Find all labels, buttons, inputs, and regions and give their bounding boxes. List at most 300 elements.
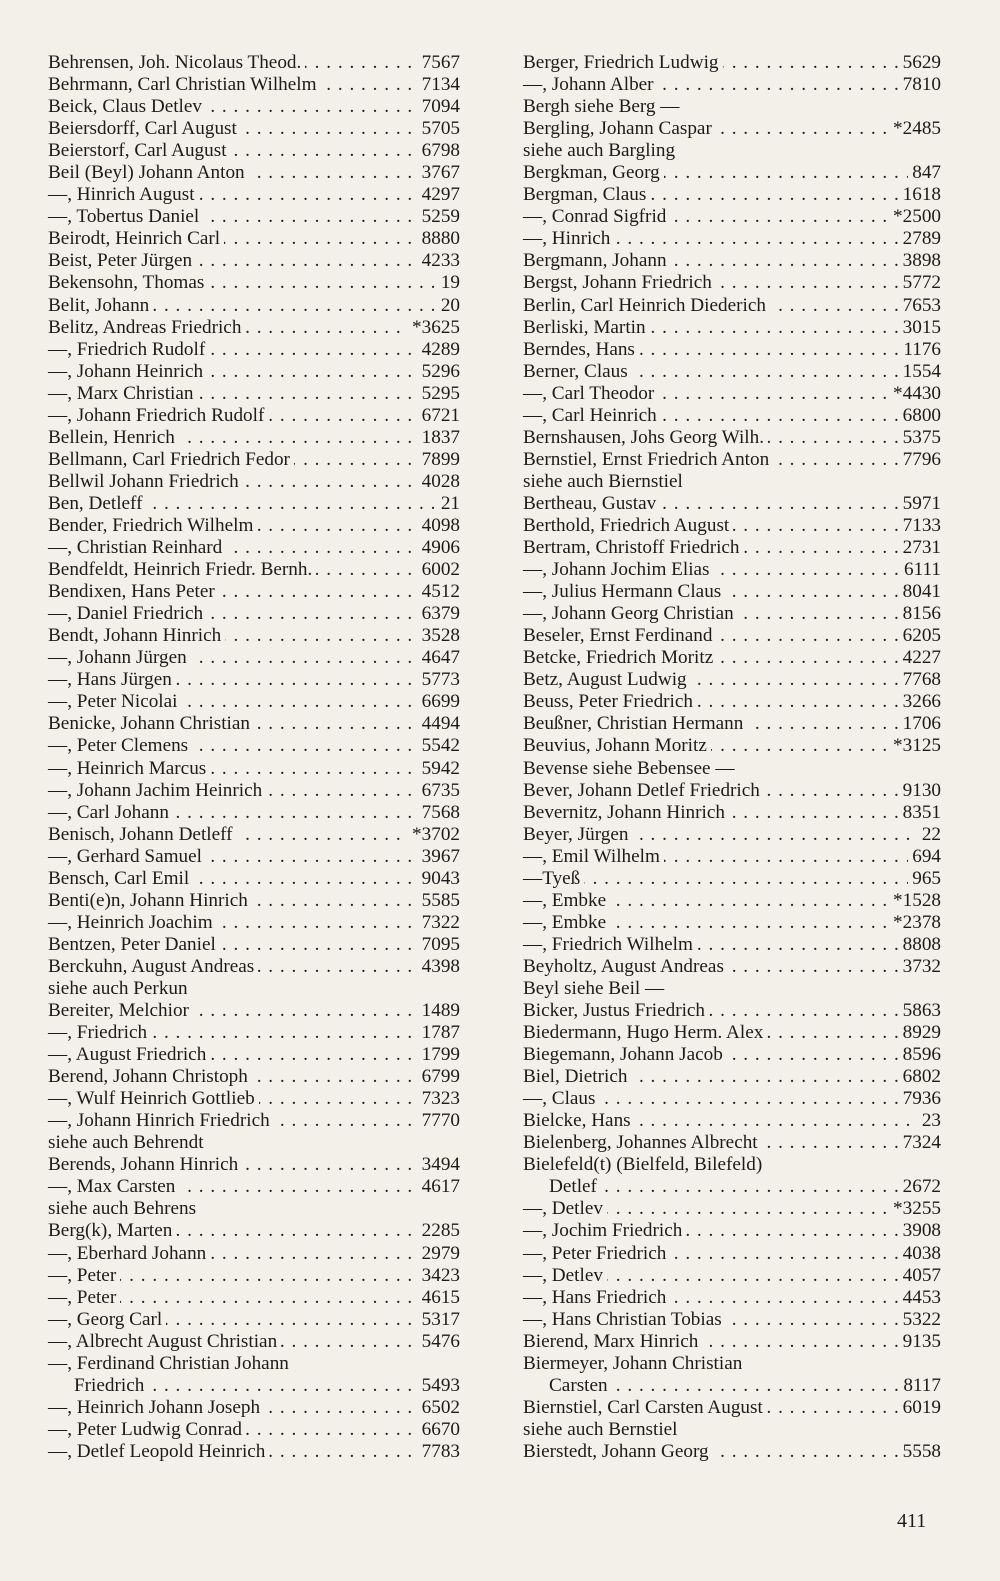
entry-number: *3125 bbox=[889, 735, 941, 757]
entry-name: —, Peter Ludwig Conrad bbox=[48, 1419, 246, 1440]
entry-name: —, Heinrich Marcus bbox=[48, 758, 210, 779]
index-entry bbox=[48, 118, 460, 140]
index-entry bbox=[48, 515, 460, 537]
entry-number: 7094 bbox=[418, 96, 460, 118]
index-entry bbox=[523, 1022, 941, 1044]
entry-number: 4906 bbox=[418, 537, 460, 559]
entry-name: Bierend, Marx Hinrich bbox=[523, 1331, 702, 1352]
entry-number: 20 bbox=[437, 295, 460, 317]
entry-name: —, Hans Friedrich bbox=[523, 1287, 670, 1308]
entry-number: 8929 bbox=[899, 1022, 941, 1044]
entry-number: 2789 bbox=[899, 228, 941, 250]
entry-number: 5705 bbox=[418, 118, 460, 140]
entry-number: 3423 bbox=[418, 1265, 460, 1287]
index-entry bbox=[523, 140, 941, 162]
entry-number: 7810 bbox=[899, 74, 941, 96]
entry-number: 7567 bbox=[418, 52, 460, 74]
index-entry bbox=[523, 647, 941, 669]
index-entry bbox=[48, 1397, 460, 1419]
entry-number: 8351 bbox=[899, 802, 941, 824]
entry-name: —, Friedrich Wilhelm bbox=[523, 934, 697, 955]
index-entry bbox=[48, 1331, 460, 1353]
index-entry bbox=[523, 118, 941, 140]
entry-number: 7322 bbox=[418, 912, 460, 934]
index-entry bbox=[523, 625, 941, 647]
entry-name: Detlef bbox=[523, 1176, 601, 1197]
entry-number: 8808 bbox=[899, 934, 941, 956]
entry-name: —, Friedrich bbox=[48, 1022, 151, 1043]
index-entry bbox=[523, 1397, 941, 1419]
index-entry bbox=[523, 1088, 941, 1110]
index-entry bbox=[48, 934, 460, 956]
entry-name: Bertram, Christoff Friedrich bbox=[523, 537, 744, 558]
entry-number: 3967 bbox=[418, 846, 460, 868]
entry-name: Bever, Johann Detlef Friedrich bbox=[523, 780, 764, 801]
entry-name: siehe auch Biernstiel bbox=[523, 471, 687, 492]
index-entry bbox=[48, 868, 460, 890]
entry-number: 5558 bbox=[899, 1441, 941, 1463]
entry-number: 7653 bbox=[899, 295, 941, 317]
entry-name: —, Wulf Heinrich Gottlieb bbox=[48, 1088, 259, 1109]
index-entry bbox=[523, 713, 941, 735]
entry-number: 5863 bbox=[899, 1000, 941, 1022]
entry-name: Betcke, Friedrich Moritz bbox=[523, 647, 717, 668]
entry-name: siehe auch Behrens bbox=[48, 1198, 200, 1219]
index-entry bbox=[523, 868, 941, 890]
index-entry bbox=[48, 758, 460, 780]
entry-number: 2979 bbox=[418, 1243, 460, 1265]
entry-number: 1787 bbox=[418, 1022, 460, 1044]
index-entry bbox=[48, 1287, 460, 1309]
index-entry bbox=[48, 691, 460, 713]
entry-name: Bielcke, Hans bbox=[523, 1110, 635, 1131]
entry-number: 7134 bbox=[418, 74, 460, 96]
entry-number: 1176 bbox=[899, 339, 941, 361]
entry-name: Beiersdorff, Carl August bbox=[48, 118, 241, 139]
entry-number: 847 bbox=[908, 162, 941, 184]
entry-number: 6721 bbox=[418, 405, 460, 427]
entry-name: Bergh siehe Berg — bbox=[523, 96, 684, 117]
entry-name: Beierstorf, Carl August bbox=[48, 140, 231, 161]
index-entry bbox=[523, 934, 941, 956]
entry-name: Ben, Detleff bbox=[48, 493, 147, 514]
index-entry bbox=[48, 956, 460, 978]
index-entry bbox=[523, 1265, 941, 1287]
entry-name: Bertheau, Gustav bbox=[523, 493, 660, 514]
entry-name: Bellwil Johann Friedrich bbox=[48, 471, 243, 492]
entry-number: 4398 bbox=[418, 956, 460, 978]
entry-name: —, Johann Hinrich Friedrich bbox=[48, 1110, 274, 1131]
entry-name: Bierstedt, Johann Georg bbox=[523, 1441, 713, 1462]
entry-number: 4453 bbox=[899, 1287, 941, 1309]
index-entry bbox=[48, 1198, 460, 1220]
entry-name: —, Tobertus Daniel bbox=[48, 206, 203, 227]
index-entry bbox=[48, 96, 460, 118]
index-entry bbox=[523, 846, 941, 868]
entry-name: Berg(k), Marten bbox=[48, 1220, 176, 1241]
entry-name: Benti(e)n, Johann Hinrich bbox=[48, 890, 252, 911]
entry-number: 2672 bbox=[899, 1176, 941, 1198]
index-entry bbox=[523, 669, 941, 691]
index-entry bbox=[48, 1022, 460, 1044]
index-entry bbox=[48, 1220, 460, 1242]
entry-number: 7770 bbox=[418, 1110, 460, 1132]
entry-name: Beil (Beyl) Johann Anton bbox=[48, 162, 249, 183]
index-entry bbox=[523, 802, 941, 824]
entry-name: Bergst, Johann Friedrich bbox=[523, 272, 716, 293]
index-entry bbox=[523, 890, 941, 912]
entry-number: 5259 bbox=[418, 206, 460, 228]
entry-name: Berndes, Hans bbox=[523, 339, 639, 360]
index-entry bbox=[523, 1441, 941, 1463]
index-entry bbox=[48, 1066, 460, 1088]
entry-number: *3702 bbox=[408, 824, 460, 846]
entry-number: 5773 bbox=[418, 669, 460, 691]
entry-number: 4512 bbox=[418, 581, 460, 603]
entry-number: 1837 bbox=[418, 427, 460, 449]
index-entry bbox=[523, 1220, 941, 1242]
entry-number: 1489 bbox=[418, 1000, 460, 1022]
entry-number: 8041 bbox=[899, 581, 941, 603]
index-entry bbox=[48, 1309, 460, 1331]
entry-number: 6205 bbox=[899, 625, 941, 647]
entry-number: 5493 bbox=[418, 1375, 460, 1397]
entry-number: 7768 bbox=[899, 669, 941, 691]
entry-number: 1799 bbox=[418, 1044, 460, 1066]
index-entry bbox=[48, 52, 460, 74]
entry-name: —, Peter Friedrich bbox=[523, 1243, 670, 1264]
entry-number: 19 bbox=[437, 272, 460, 294]
index-entry bbox=[48, 1419, 460, 1441]
entry-name: Bielefeld(t) (Bielfeld, Bilefeld) bbox=[523, 1154, 766, 1175]
entry-number: 22 bbox=[918, 824, 941, 846]
index-entry bbox=[523, 978, 941, 1000]
entry-name: —, Hinrich August bbox=[48, 184, 199, 205]
index-entry bbox=[523, 1132, 941, 1154]
entry-name: Bereiter, Melchior bbox=[48, 1000, 193, 1021]
entry-name: —, Hans Christian Tobias bbox=[523, 1309, 726, 1330]
entry-number: 7936 bbox=[899, 1088, 941, 1110]
entry-name: Bergling, Johann Caspar bbox=[523, 118, 716, 139]
entry-name: —, Conrad Sigfrid bbox=[523, 206, 670, 227]
entry-name: Biegemann, Johann Jacob bbox=[523, 1044, 727, 1065]
index-entry bbox=[48, 427, 460, 449]
index-entry bbox=[48, 1176, 460, 1198]
index-entry bbox=[523, 1331, 941, 1353]
entry-number: 4028 bbox=[418, 471, 460, 493]
entry-name: siehe auch Bernstiel bbox=[523, 1419, 682, 1440]
index-entry bbox=[48, 1044, 460, 1066]
entry-name: —, Detlev bbox=[523, 1198, 607, 1219]
entry-name: Benisch, Johann Detleff bbox=[48, 824, 237, 845]
entry-number: 1618 bbox=[899, 184, 941, 206]
entry-name: —, Detlef Leopold Heinrich bbox=[48, 1441, 269, 1462]
entry-name: —, Julius Hermann Claus bbox=[523, 581, 725, 602]
index-entry bbox=[523, 1044, 941, 1066]
index-entry bbox=[523, 427, 941, 449]
index-entry bbox=[523, 1000, 941, 1022]
entry-name: —, Embke bbox=[523, 890, 610, 911]
entry-name: Bekensohn, Thomas bbox=[48, 272, 208, 293]
index-entry bbox=[48, 295, 460, 317]
entry-number: 4617 bbox=[418, 1176, 460, 1198]
index-entry bbox=[523, 515, 941, 537]
index-entry bbox=[523, 74, 941, 96]
index-entry bbox=[48, 449, 460, 471]
entry-number: 4615 bbox=[418, 1287, 460, 1309]
index-entry bbox=[48, 1088, 460, 1110]
entry-number: 6502 bbox=[418, 1397, 460, 1419]
entry-name: Belit, Johann bbox=[48, 295, 153, 316]
entry-name: —, Carl Johann bbox=[48, 802, 173, 823]
entry-number: 6111 bbox=[900, 559, 941, 581]
entry-number: 5772 bbox=[899, 272, 941, 294]
index-entry bbox=[523, 1309, 941, 1331]
entry-name: Berliski, Martin bbox=[523, 317, 650, 338]
entry-name: Friedrich bbox=[48, 1375, 148, 1396]
index-entry bbox=[523, 1066, 941, 1088]
entry-number: 6670 bbox=[418, 1419, 460, 1441]
entry-name: Carsten bbox=[523, 1375, 612, 1396]
index-entry bbox=[48, 162, 460, 184]
index-entry bbox=[48, 317, 460, 339]
index-entry bbox=[523, 317, 941, 339]
index-entry bbox=[523, 339, 941, 361]
entry-name: —, Peter Clemens bbox=[48, 735, 192, 756]
index-entry bbox=[48, 383, 460, 405]
index-entry bbox=[48, 1265, 460, 1287]
index-entry bbox=[523, 581, 941, 603]
entry-number: 8880 bbox=[418, 228, 460, 250]
index-entry bbox=[48, 735, 460, 757]
entry-name: siehe auch Bargling bbox=[523, 140, 679, 161]
index-entry bbox=[48, 272, 460, 294]
entry-number: 6019 bbox=[899, 1397, 941, 1419]
entry-number: 5542 bbox=[418, 735, 460, 757]
entry-name: Berner, Claus bbox=[523, 361, 632, 382]
entry-number: 3732 bbox=[899, 956, 941, 978]
index-entry bbox=[523, 250, 941, 272]
entry-name: Bendfeldt, Heinrich Friedr. Bernh. bbox=[48, 559, 316, 580]
index-entry bbox=[523, 449, 941, 471]
entry-name: —, Johann Heinrich bbox=[48, 361, 207, 382]
entry-number: 4098 bbox=[418, 515, 460, 537]
index-entry bbox=[48, 339, 460, 361]
entry-name: Bendixen, Hans Peter bbox=[48, 581, 219, 602]
entry-name: Bielenberg, Johannes Albrecht bbox=[523, 1132, 762, 1153]
index-entry bbox=[523, 184, 941, 206]
entry-number: *1528 bbox=[889, 890, 941, 912]
entry-number: 5942 bbox=[418, 758, 460, 780]
index-entry bbox=[523, 1176, 941, 1198]
entry-name: —, Christian Reinhard bbox=[48, 537, 226, 558]
index-entry bbox=[48, 1353, 460, 1375]
index-entry bbox=[523, 912, 941, 934]
entry-number: 694 bbox=[908, 846, 941, 868]
entry-number: 5295 bbox=[418, 383, 460, 405]
index-entry bbox=[523, 1198, 941, 1220]
entry-name: —, Johann Jürgen bbox=[48, 647, 191, 668]
entry-name: —, Max Carsten bbox=[48, 1176, 179, 1197]
index-entry bbox=[48, 1154, 460, 1176]
entry-number: 2285 bbox=[418, 1220, 460, 1242]
entry-number: 6735 bbox=[418, 780, 460, 802]
entry-name: —, Heinrich Johann Joseph bbox=[48, 1397, 264, 1418]
entry-number: 7323 bbox=[418, 1088, 460, 1110]
entry-number: 8156 bbox=[899, 603, 941, 625]
entry-number: 9135 bbox=[899, 1331, 941, 1353]
index-entry bbox=[523, 1353, 941, 1375]
entry-name: Biel, Dietrich bbox=[523, 1066, 631, 1087]
entry-name: Bernstiel, Ernst Friedrich Anton bbox=[523, 449, 773, 470]
entry-name: —, Detlev bbox=[523, 1265, 607, 1286]
entry-number: 7568 bbox=[418, 802, 460, 824]
entry-number: 4057 bbox=[899, 1265, 941, 1287]
entry-name: —, Friedrich Rudolf bbox=[48, 339, 209, 360]
entry-name: Beuss, Peter Friedrich bbox=[523, 691, 697, 712]
entry-number: 2731 bbox=[899, 537, 941, 559]
entry-number: 4233 bbox=[418, 250, 460, 272]
entry-name: Beußner, Christian Hermann bbox=[523, 713, 747, 734]
index-entry bbox=[48, 780, 460, 802]
entry-name: —, August Friedrich bbox=[48, 1044, 210, 1065]
entry-name: Berckuhn, August Andreas bbox=[48, 956, 258, 977]
entry-name: Beyholtz, August Andreas bbox=[523, 956, 728, 977]
entry-name: Beick, Claus Detlev bbox=[48, 96, 206, 117]
entry-number: 3494 bbox=[418, 1154, 460, 1176]
index-entry bbox=[48, 1132, 460, 1154]
index-entry bbox=[48, 1000, 460, 1022]
entry-name: Biedermann, Hugo Herm. Alex bbox=[523, 1022, 767, 1043]
index-entry bbox=[523, 758, 941, 780]
entry-name: Bevernitz, Johann Hinrich bbox=[523, 802, 729, 823]
entry-name: —, Emil Wilhelm bbox=[523, 846, 664, 867]
index-entry bbox=[48, 669, 460, 691]
index-entry bbox=[48, 361, 460, 383]
index-entry bbox=[48, 890, 460, 912]
entry-number: 4297 bbox=[418, 184, 460, 206]
entry-number: *3255 bbox=[889, 1198, 941, 1220]
entry-name: —, Johann Friedrich Rudolf bbox=[48, 405, 268, 426]
index-entry bbox=[48, 824, 460, 846]
entry-number: *3625 bbox=[408, 317, 460, 339]
entry-number: 5585 bbox=[418, 890, 460, 912]
entry-number: 3767 bbox=[418, 162, 460, 184]
index-entry bbox=[523, 956, 941, 978]
index-entry bbox=[48, 559, 460, 581]
entry-number: *2378 bbox=[889, 912, 941, 934]
entry-number: 6802 bbox=[899, 1066, 941, 1088]
index-entry bbox=[523, 824, 941, 846]
entry-name: —, Ferdinand Christian Johann bbox=[48, 1353, 293, 1374]
index-entry bbox=[523, 405, 941, 427]
entry-name: —, Marx Christian bbox=[48, 383, 198, 404]
index-entry bbox=[48, 1243, 460, 1265]
index-entry bbox=[48, 912, 460, 934]
entry-name: —, Embke bbox=[523, 912, 610, 933]
index-entry bbox=[48, 1110, 460, 1132]
index-entry bbox=[48, 537, 460, 559]
entry-number: 965 bbox=[908, 868, 941, 890]
entry-number: 6798 bbox=[418, 140, 460, 162]
index-entry bbox=[48, 603, 460, 625]
entry-number: 5322 bbox=[899, 1309, 941, 1331]
entry-number: 5971 bbox=[899, 493, 941, 515]
entry-name: —, Jochim Friedrich bbox=[523, 1220, 686, 1241]
entry-number: 8596 bbox=[899, 1044, 941, 1066]
entry-name: —, Carl Theodor bbox=[523, 383, 658, 404]
index-entry bbox=[523, 537, 941, 559]
entry-name: —, Peter bbox=[48, 1265, 120, 1286]
entry-name: —, Peter Nicolai bbox=[48, 691, 181, 712]
entry-name: Berlin, Carl Heinrich Diederich bbox=[523, 295, 770, 316]
entry-name: —, Hinrich bbox=[523, 228, 614, 249]
entry-number: 23 bbox=[918, 1110, 941, 1132]
entry-name: Beyl siehe Beil — bbox=[523, 978, 668, 999]
entry-number: 5476 bbox=[418, 1331, 460, 1353]
index-entry bbox=[48, 1441, 460, 1463]
index-entry bbox=[48, 802, 460, 824]
entry-number: 21 bbox=[437, 493, 460, 515]
entry-number: 5296 bbox=[418, 361, 460, 383]
index-entry bbox=[48, 625, 460, 647]
index-entry bbox=[48, 74, 460, 96]
entry-number: 3266 bbox=[899, 691, 941, 713]
entry-name: Belitz, Andreas Friedrich bbox=[48, 317, 245, 338]
entry-number: 4227 bbox=[899, 647, 941, 669]
entry-name: Berend, Johann Christoph bbox=[48, 1066, 252, 1087]
entry-number: *2485 bbox=[889, 118, 941, 140]
page-number: 411 bbox=[897, 1510, 927, 1532]
index-entry bbox=[523, 361, 941, 383]
entry-number: 6002 bbox=[418, 559, 460, 581]
index-entry bbox=[48, 405, 460, 427]
index-entry bbox=[48, 140, 460, 162]
entry-number: 3015 bbox=[899, 317, 941, 339]
index-entry bbox=[48, 228, 460, 250]
entry-name: —, Albrecht August Christian bbox=[48, 1331, 281, 1352]
entry-number: 3908 bbox=[899, 1220, 941, 1242]
index-entry bbox=[48, 581, 460, 603]
entry-number: 7133 bbox=[899, 515, 941, 537]
index-entry bbox=[523, 96, 941, 118]
index-entry bbox=[523, 780, 941, 802]
entry-name: —, Claus bbox=[523, 1088, 600, 1109]
index-entry bbox=[48, 471, 460, 493]
entry-number: 1706 bbox=[899, 713, 941, 735]
entry-name: Bicker, Justus Friedrich bbox=[523, 1000, 709, 1021]
index-entry bbox=[523, 162, 941, 184]
index-entry bbox=[48, 846, 460, 868]
entry-name: siehe auch Behrendt bbox=[48, 1132, 208, 1153]
entry-name: Bernshausen, Johs Georg Wilh. bbox=[523, 427, 768, 448]
index-entry bbox=[523, 735, 941, 757]
entry-name: Behrmann, Carl Christian Wilhelm bbox=[48, 74, 321, 95]
entry-number: 6800 bbox=[899, 405, 941, 427]
entry-name: —, Daniel Friedrich bbox=[48, 603, 207, 624]
entry-name: Bender, Friedrich Wilhelm bbox=[48, 515, 257, 536]
entry-name: —, Hans Jürgen bbox=[48, 669, 176, 690]
entry-number: 4647 bbox=[418, 647, 460, 669]
index-entry bbox=[48, 184, 460, 206]
index-entry bbox=[523, 1243, 941, 1265]
entry-number: 4038 bbox=[899, 1243, 941, 1265]
index-entry bbox=[523, 1375, 941, 1397]
entry-name: —, Peter bbox=[48, 1287, 120, 1308]
entry-name: Behrensen, Joh. Nicolaus Theod. bbox=[48, 52, 305, 73]
index-entry bbox=[48, 250, 460, 272]
right-column bbox=[523, 52, 941, 1463]
